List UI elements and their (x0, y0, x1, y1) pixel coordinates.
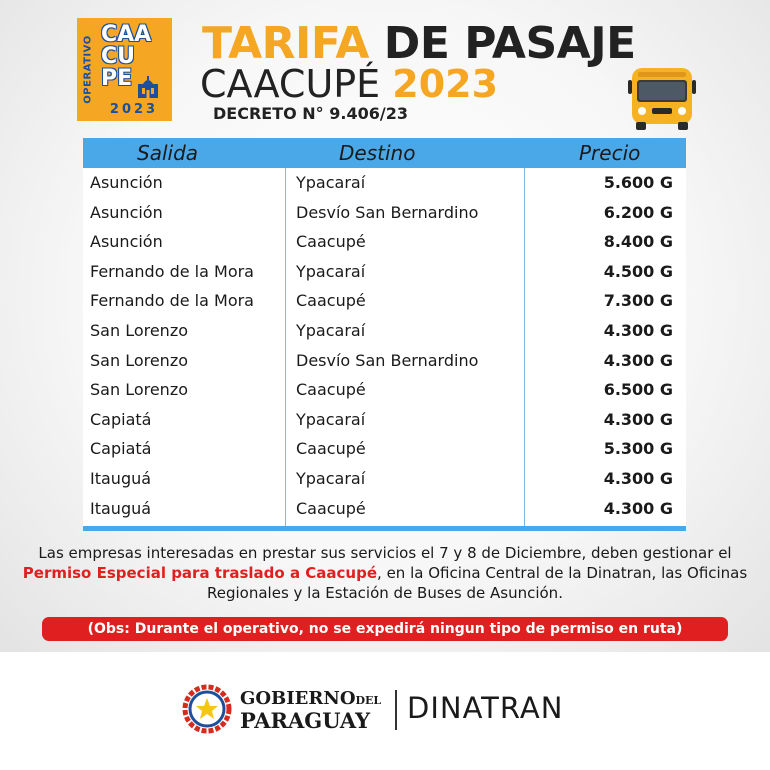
table-row (83, 464, 686, 494)
logo-line-1: CAA (101, 22, 152, 47)
subtitle-city: CAACUPÉ (200, 62, 381, 106)
logo-year: 2023 (109, 102, 159, 117)
table-row (83, 227, 686, 257)
footer-divider (395, 690, 397, 730)
cell-destino: Caacupé (296, 232, 366, 252)
table-row (83, 346, 686, 376)
notice-text-2: , en la Oficina Central de la Dinatran, las Oficinas Regionales y la Estación de Buses de Asunción. (207, 564, 748, 602)
cell-precio: 6.200 G (603, 202, 673, 222)
cell-destino: Ypacaraí (296, 321, 366, 340)
decreto-label: DECRETO N° 9.406/23 (213, 104, 408, 123)
header-salida: Salida (137, 141, 199, 165)
cell-destino: Caacupé (296, 380, 366, 400)
title-accent: TARIFA (202, 18, 369, 69)
cell-destino: Ypacaraí (296, 173, 366, 192)
table-row (83, 375, 686, 405)
notice-text-1: Las empresas interesadas en prestar sus servicios el 7 y 8 de Diciembre, deben gestionar el (38, 544, 732, 562)
del-text: DEL (355, 694, 382, 707)
cell-destino: Caacupé (296, 439, 366, 459)
notice-paragraph (20, 543, 750, 603)
operativo-caacupe-logo (77, 18, 172, 121)
logo-line-2: CU (101, 44, 136, 69)
cell-precio: 4.300 G (603, 321, 673, 340)
table-row (83, 286, 686, 316)
cell-salida: Asunción (90, 202, 163, 222)
table-row (83, 494, 686, 524)
cell-salida: Itauguá (90, 498, 152, 518)
cell-destino: Desvío San Bernardino (296, 350, 479, 370)
table-row (83, 168, 686, 198)
table-body (83, 168, 686, 528)
table-row (83, 316, 686, 346)
cell-salida: San Lorenzo (90, 350, 189, 370)
table-row (83, 257, 686, 287)
header-precio: Precio (579, 141, 641, 165)
logo-side-text-wrap (81, 23, 95, 115)
cell-destino: Ypacaraí (296, 409, 366, 429)
cell-destino: Caacupé (296, 498, 366, 518)
gobierno-text: GOBIERNO (240, 688, 356, 709)
paraguay-label: PARAGUAY (240, 708, 371, 733)
page-subtitle (200, 64, 498, 104)
dinatran-label: DINATRAN (407, 691, 564, 725)
cell-precio: 4.300 G (603, 469, 673, 488)
gobierno-label (240, 688, 381, 709)
notice-highlight: Permiso Especial para traslado a Caacupé (22, 564, 378, 582)
cell-salida: Fernando de la Mora (90, 291, 254, 311)
cell-destino: Caacupé (296, 291, 366, 311)
cell-salida: Capiatá (90, 409, 152, 429)
table-bottom-border (83, 526, 686, 531)
table-row (83, 405, 686, 435)
basilica-icon (135, 76, 161, 98)
table-header (83, 138, 686, 168)
cell-salida: San Lorenzo (90, 380, 189, 400)
cell-precio: 7.300 G (603, 291, 673, 311)
cell-precio: 5.600 G (603, 173, 673, 192)
paraguay-seal-icon (182, 684, 232, 734)
cell-precio: 8.400 G (603, 232, 673, 252)
logo-side-text: OPERATIVO (82, 34, 94, 104)
subtitle-year: 2023 (392, 62, 499, 106)
cell-salida: Asunción (90, 232, 163, 252)
cell-salida: San Lorenzo (90, 321, 189, 340)
cell-precio: 4.300 G (603, 350, 673, 370)
cell-precio: 4.300 G (603, 498, 673, 518)
cell-salida: Capiatá (90, 439, 152, 459)
column-divider (285, 168, 286, 528)
logo-line-3: PE (101, 66, 133, 91)
cell-destino: Ypacaraí (296, 469, 366, 488)
cell-precio: 6.500 G (603, 380, 673, 400)
table-row (83, 434, 686, 464)
fare-table (83, 138, 686, 533)
cell-precio: 4.500 G (603, 261, 673, 281)
table-row (83, 198, 686, 228)
header-destino: Destino (339, 141, 416, 165)
cell-precio: 4.300 G (603, 409, 673, 429)
footer-background (0, 652, 770, 770)
obs-banner: (Obs: Durante el operativo, no se expedirá ningun tipo de permiso en ruta) (42, 617, 728, 641)
cell-salida: Fernando de la Mora (90, 261, 254, 281)
column-divider (524, 168, 525, 528)
cell-salida: Asunción (90, 173, 163, 192)
cell-precio: 5.300 G (603, 439, 673, 459)
cell-destino: Ypacaraí (296, 261, 366, 281)
title-rest: DE PASAJE (383, 18, 636, 69)
cell-salida: Itauguá (90, 469, 152, 488)
bus-icon (626, 66, 698, 132)
cell-destino: Desvío San Bernardino (296, 202, 479, 222)
